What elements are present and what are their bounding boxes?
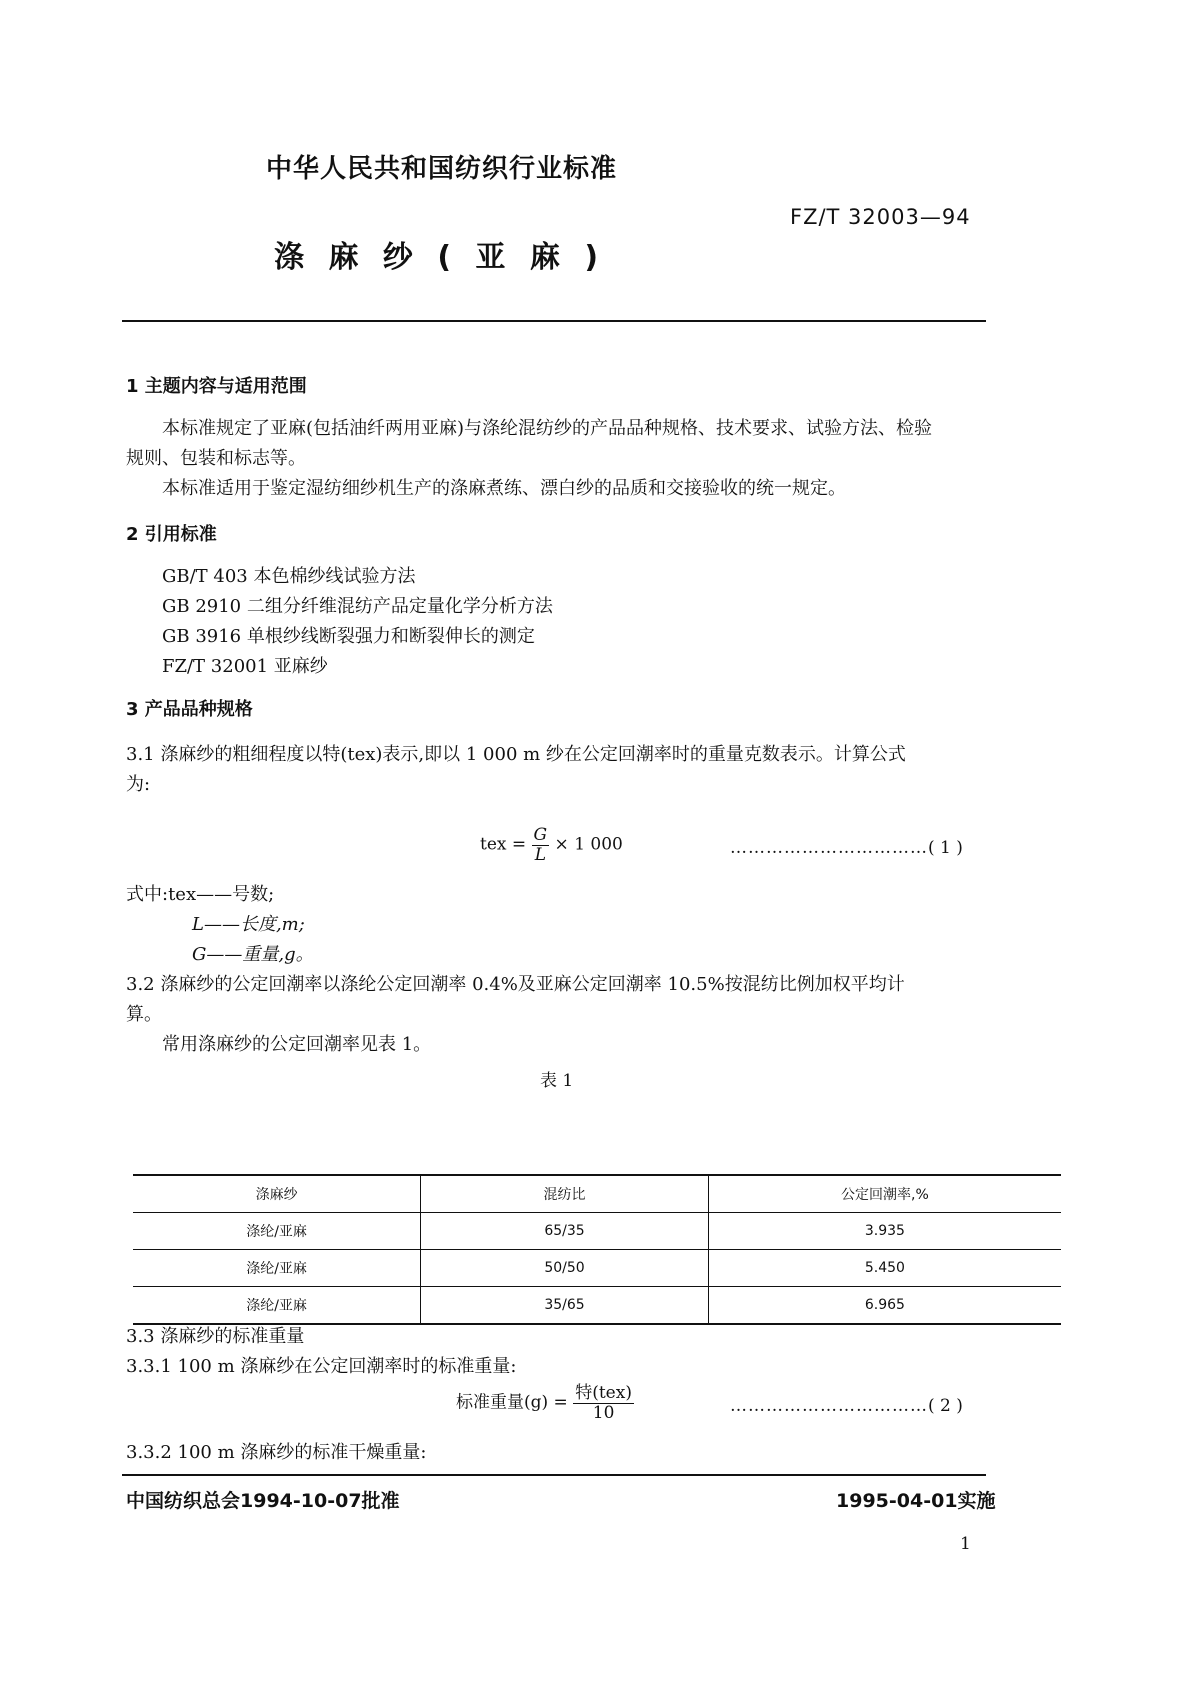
clause-3-2c: 常用涤麻纱的公定回潮率见表 1。 [162, 1034, 432, 1055]
reference-item: GB 2910 二组分纤维混纺产品定量化学分析方法 [162, 596, 553, 617]
reference-item: FZ/T 32001 亚麻纱 [162, 656, 328, 677]
table-cell: 涤纶/亚麻 [133, 1287, 421, 1325]
formula-1-dots: …………………………… [730, 838, 928, 858]
header-rule [122, 320, 986, 322]
section-1-para-1b: 规则、包装和标志等。 [126, 448, 306, 469]
formula-1-rhs: × 1 000 [554, 834, 623, 855]
table-header-cell: 公定回潮率,% [708, 1175, 1061, 1213]
table-row [133, 1250, 1061, 1287]
table-header-cell: 涤麻纱 [133, 1175, 421, 1213]
section-3-heading: 3 产品品种规格 [126, 699, 253, 720]
formula-1-denominator: L [534, 844, 546, 865]
clause-3-3-2: 3.3.2 100 m 涤麻纱的标准干燥重量: [126, 1442, 427, 1463]
table-header-cell: 混纺比 [421, 1175, 709, 1213]
table-row [133, 1287, 1061, 1325]
table-cell: 涤纶/亚麻 [133, 1213, 421, 1250]
formula-1-number: ( 1 ) [928, 838, 963, 858]
where-weight: G——重量,g。 [192, 944, 314, 965]
table-cell: 涤纶/亚麻 [133, 1250, 421, 1287]
formula-1 [480, 826, 623, 864]
table-caption: 表 1 [540, 1071, 574, 1091]
section-1-para-1a: 本标准规定了亚麻(包括油纤两用亚麻)与涤纶混纺纱的产品品种规格、技术要求、试验方法、检验 [162, 418, 933, 439]
table-cell: 35/65 [421, 1287, 709, 1325]
reference-item: GB/T 403 本色棉纱线试验方法 [162, 566, 416, 587]
table-header-row [133, 1175, 1061, 1213]
clause-3-2a: 3.2 涤麻纱的公定回潮率以涤纶公定回潮率 0.4%及亚麻公定回潮率 10.5%按混纺比例加权平均计 [126, 974, 905, 995]
section-1-heading: 1 主题内容与适用范围 [126, 376, 307, 397]
table-cell: 5.450 [708, 1250, 1061, 1287]
moisture-table [133, 1174, 1061, 1325]
reference-item: GB 3916 单根纱线断裂强力和断裂伸长的测定 [162, 626, 535, 647]
formula-1-numerator: G [533, 825, 548, 845]
clause-3-3-1: 3.3.1 100 m 涤麻纱在公定回潮率时的标准重量: [126, 1356, 517, 1377]
table-cell: 65/35 [421, 1213, 709, 1250]
formula-2-dots: …………………………… [730, 1396, 928, 1416]
section-1-para-2: 本标准适用于鉴定湿纺细纱机生产的涤麻煮练、漂白纱的品质和交接验收的统一规定。 [162, 478, 846, 499]
clause-3-1a: 3.1 涤麻纱的粗细程度以特(tex)表示,即以 1 000 m 纱在公定回潮率时的重量克数表示。计算公式 [126, 744, 906, 765]
issuing-org: 中华人民共和国纺织行业标准 [266, 154, 618, 184]
clause-3-2b: 算。 [126, 1004, 162, 1025]
document-title: 涤 麻 纱 ( 亚 麻 ) [274, 240, 599, 275]
formula-2-fraction [573, 1384, 634, 1422]
formula-2-number: ( 2 ) [928, 1396, 963, 1416]
formula-2-numerator: 特(tex) [575, 1383, 632, 1403]
where-tex: 式中:tex——号数; [126, 884, 275, 905]
table-cell: 3.935 [708, 1213, 1061, 1250]
footer-rule [122, 1474, 986, 1476]
section-2-heading: 2 引用标准 [126, 524, 217, 545]
standard-code: FZ/T 32003—94 [790, 205, 971, 229]
table-cell: 6.965 [708, 1287, 1061, 1325]
clause-3-1b: 为: [126, 774, 151, 795]
formula-1-fraction [532, 826, 550, 864]
formula-2-denominator: 10 [592, 1402, 615, 1423]
effective-date: 1995-04-01实施 [836, 1490, 996, 1512]
approval-date: 中国纺织总会1994-10-07批准 [126, 1490, 400, 1512]
table-row [133, 1213, 1061, 1250]
table-cell: 50/50 [421, 1250, 709, 1287]
formula-2-leader [730, 1396, 963, 1416]
formula-2-lhs: 标准重量(g) = [456, 1392, 568, 1413]
where-length: L——长度,m; [192, 914, 305, 935]
clause-3-3: 3.3 涤麻纱的标准重量 [126, 1326, 305, 1347]
formula-1-lhs: tex = [480, 834, 527, 855]
formula-1-leader [730, 838, 963, 858]
formula-2 [456, 1384, 634, 1422]
page-number: 1 [960, 1534, 971, 1554]
